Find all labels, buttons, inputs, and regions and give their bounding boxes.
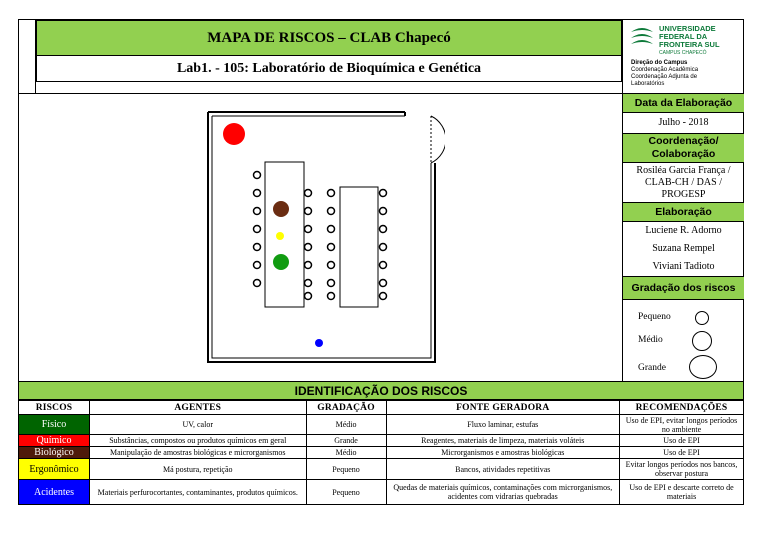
logo-line-1: UNIVERSIDADE bbox=[659, 24, 716, 33]
recommendation-cell: Uso de EPI, evitar longos períodos no ambiente bbox=[620, 415, 744, 435]
risk-circle-quimico bbox=[223, 123, 245, 145]
table-row bbox=[19, 415, 744, 435]
grad-medium-circle bbox=[692, 331, 712, 351]
coord-value-line-2: CLAB-CH / DAS / bbox=[645, 176, 722, 188]
grad-small-label: Pequeno bbox=[638, 312, 671, 322]
agents-cell: Manipulação de amostras biológicas e microrganismos bbox=[89, 447, 306, 459]
source-cell: Reagentes, materiais de limpeza, materiais voláteis bbox=[386, 435, 620, 447]
source-cell: Bancos, atividades repetitivas bbox=[386, 459, 620, 480]
grad-large-circle bbox=[689, 355, 717, 379]
grade-cell: Pequeno bbox=[306, 480, 386, 505]
logo-dept-4: Laboratórios bbox=[631, 81, 665, 87]
agents-cell: Materiais perfurocortantes, contaminantes, produtos químicos. bbox=[89, 480, 306, 505]
agents-cell: Substâncias, compostos ou produtos químicos em geral bbox=[89, 435, 306, 447]
date-heading: Data da Elaboração bbox=[623, 93, 744, 113]
room-walls bbox=[208, 112, 445, 362]
source-cell: Quedas de materiais químicos, contaminações com microrganismos, acidentes com vidrarias quebradas bbox=[386, 480, 620, 505]
bench-right bbox=[340, 187, 378, 307]
source-cell: Microrganismos e amostras biológicas bbox=[386, 447, 620, 459]
grade-cell: Médio bbox=[306, 415, 386, 435]
recommendation-cell: Uso de EPI bbox=[620, 435, 744, 447]
table-row bbox=[19, 435, 744, 447]
logo-line-3: FRONTEIRA SUL bbox=[659, 40, 720, 49]
elab-person: Viviani Tadioto bbox=[652, 261, 715, 272]
header-left-spacer bbox=[18, 20, 36, 93]
coord-value-line-3: PROGESP bbox=[661, 188, 706, 200]
lab-subtitle: Lab1. - 105: Laboratório de Bioquímica e Genética bbox=[36, 56, 622, 82]
risk-cell-quimico: Químico bbox=[19, 435, 90, 447]
logo-dept-1: Direção do Campus bbox=[631, 60, 688, 66]
coord-heading-line-2: Colaboração bbox=[651, 148, 716, 160]
grad-heading: Gradação dos riscos bbox=[623, 276, 744, 300]
col-header: RECOMENDAÇÕES bbox=[620, 401, 744, 415]
logo-line-2: FEDERAL DA bbox=[659, 32, 708, 41]
risk-cell-ergonomico: Ergonômico bbox=[19, 459, 90, 480]
grade-cell: Médio bbox=[306, 447, 386, 459]
risk-circle-acidentes bbox=[315, 339, 323, 347]
coord-heading-line-1: Coordenação/ bbox=[648, 135, 719, 147]
agents-cell: Má postura, repetição bbox=[89, 459, 306, 480]
elab-heading: Elaboração bbox=[623, 202, 744, 222]
risk-table bbox=[18, 400, 744, 505]
grad-large-label: Grande bbox=[638, 363, 666, 373]
source-cell: Fluxo laminar, estufas bbox=[386, 415, 620, 435]
agents-cell: UV, calor bbox=[89, 415, 306, 435]
risk-cell-fisico: Físico bbox=[19, 415, 90, 435]
risk-circle-ergonomico bbox=[276, 232, 284, 240]
risk-circle-fisico bbox=[273, 254, 289, 270]
risk-cell-biologico: Biológico bbox=[19, 447, 90, 459]
identification-title: IDENTIFICAÇÃO DOS RISCOS bbox=[18, 381, 744, 400]
table-row bbox=[19, 480, 744, 505]
coord-value-line-1: Rosiléa Garcia França / bbox=[636, 164, 731, 176]
coord-heading bbox=[623, 133, 744, 163]
coord-value bbox=[623, 163, 744, 202]
logo-dept-2: Coordenação Acadêmica bbox=[631, 67, 699, 73]
recommendation-cell: Uso de EPI e descarte correto de materiais bbox=[620, 480, 744, 505]
table-row bbox=[19, 447, 744, 459]
grad-small-circle bbox=[695, 311, 709, 325]
page-title: MAPA DE RISCOS – CLAB Chapecó bbox=[36, 20, 622, 56]
elab-person: Suzana Rempel bbox=[652, 243, 715, 254]
col-header: RISCOS bbox=[19, 401, 90, 415]
grad-medium-label: Médio bbox=[638, 335, 663, 345]
col-header: GRADAÇÃO bbox=[306, 401, 386, 415]
university-logo bbox=[622, 20, 744, 93]
recommendation-cell: Evitar longos períodos nos bancos, observar postura bbox=[620, 459, 744, 480]
logo-dept-3: Coordenação Adjunta de bbox=[631, 74, 698, 80]
table-header-row bbox=[19, 401, 744, 415]
date-value: Julho - 2018 bbox=[658, 117, 709, 128]
col-header: FONTE GERADORA bbox=[386, 401, 620, 415]
floor-plan bbox=[195, 105, 445, 370]
elab-person: Luciene R. Adorno bbox=[645, 225, 722, 236]
logo-campus: CAMPUS CHAPECÓ bbox=[659, 50, 707, 56]
risk-cell-acidentes: Acidentes bbox=[19, 480, 90, 505]
risk-circle-biologico bbox=[273, 201, 289, 217]
grade-cell: Pequeno bbox=[306, 459, 386, 480]
logo-emblem-icon bbox=[629, 26, 655, 50]
recommendation-cell: Uso de EPI bbox=[620, 447, 744, 459]
table-row bbox=[19, 459, 744, 480]
col-header: AGENTES bbox=[89, 401, 306, 415]
grade-cell: Grande bbox=[306, 435, 386, 447]
bench-left bbox=[265, 162, 304, 307]
